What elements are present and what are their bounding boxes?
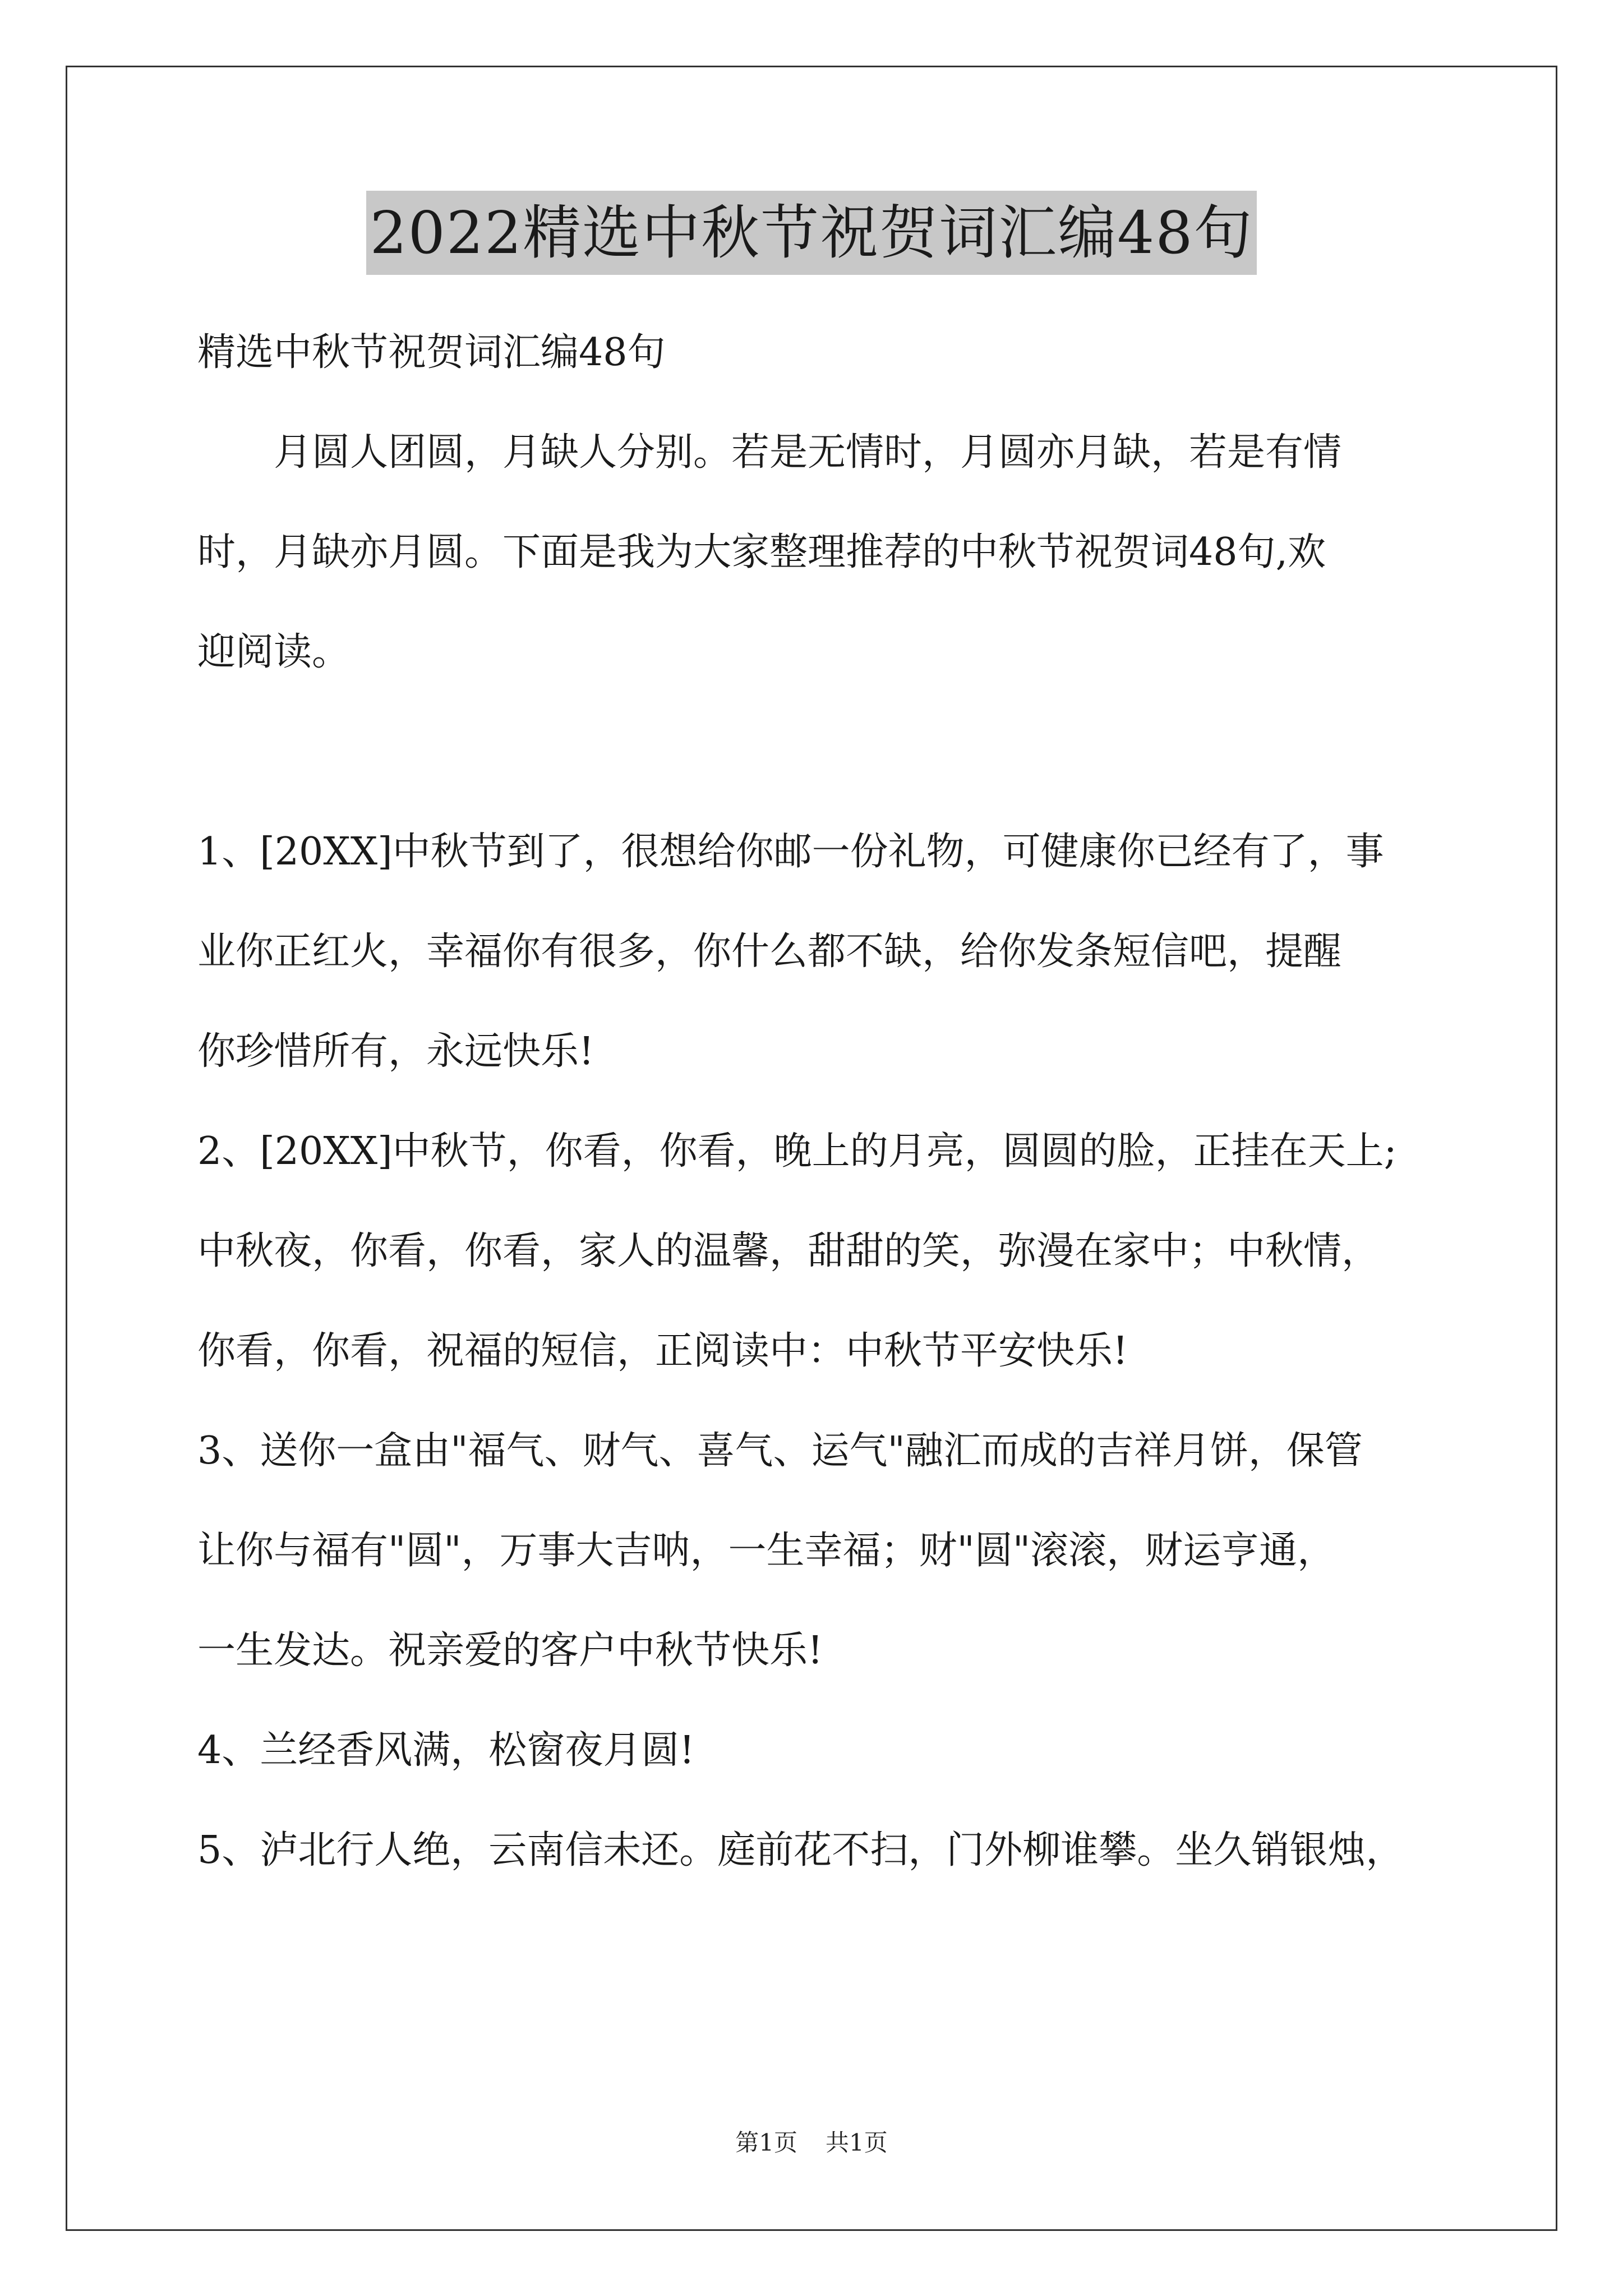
page-footer [0, 2126, 1623, 2160]
page-number: 第1页 [735, 2129, 797, 2156]
list-item-5 [197, 1801, 1454, 1901]
list-item-line: 4、兰经香风满，松窗夜月圆! [197, 1728, 695, 1773]
list-item-line: 3、送你一盒由"福气、财气、喜气、运气"融汇而成的吉祥月饼，保管 [197, 1429, 1363, 1473]
list-item-4 [197, 1701, 1454, 1801]
list-item-line: 你看，你看，祝福的短信，正阅读中：中秋节平安快乐! [197, 1329, 1128, 1373]
subtitle: 精选中秋节祝贺词汇编48句 [197, 330, 666, 375]
intro-paragraph [197, 403, 1454, 702]
document-title: 2022精选中秋节祝贺词汇编48句 [366, 191, 1256, 275]
list-item-line: 1、[20XX]中秋节到了，很想给你邮一份礼物，可健康你已经有了，事 [197, 830, 1384, 874]
list-item-line: 5、泸北行人绝，云南信未还。庭前花不扫，门外柳谁攀。坐久销银烛， [197, 1828, 1404, 1872]
page-total: 共1页 [826, 2129, 888, 2156]
intro-line: 迎阅读。 [197, 630, 351, 674]
list-item-3 [197, 1401, 1454, 1701]
list-item-line: 一生发达。祝亲爱的客户中秋节快乐! [197, 1628, 823, 1673]
document-body [197, 303, 1454, 1901]
intro-line: 时，月缺亦月圆。下面是我为大家整理推荐的中秋节祝贺词48句,欢 [197, 530, 1326, 574]
paragraph-spacer [197, 702, 1454, 802]
list-item-line: 你珍惜所有，永远快乐! [197, 1029, 594, 1074]
list-item-1 [197, 802, 1454, 1102]
list-item-2 [197, 1102, 1454, 1401]
title-container [0, 191, 1623, 275]
list-item-line: 2、[20XX]中秋节，你看，你看，晚上的月亮，圆圆的脸，正挂在天上; [197, 1129, 1397, 1174]
list-item-line: 中秋夜，你看，你看，家人的温馨，甜甜的笑，弥漫在家中；中秋情， [197, 1229, 1380, 1273]
list-item-line: 业你正红火，幸福你有很多，你什么都不缺，给你发条短信吧，提醒 [197, 930, 1342, 974]
list-item-line: 让你与福有"圆"，万事大吉呐，一生幸福；财"圆"滚滚，财运亨通， [197, 1529, 1336, 1573]
intro-line: 月圆人团圆，月缺人分别。若是无情时，月圆亦月缺，若是有情 [274, 430, 1342, 475]
